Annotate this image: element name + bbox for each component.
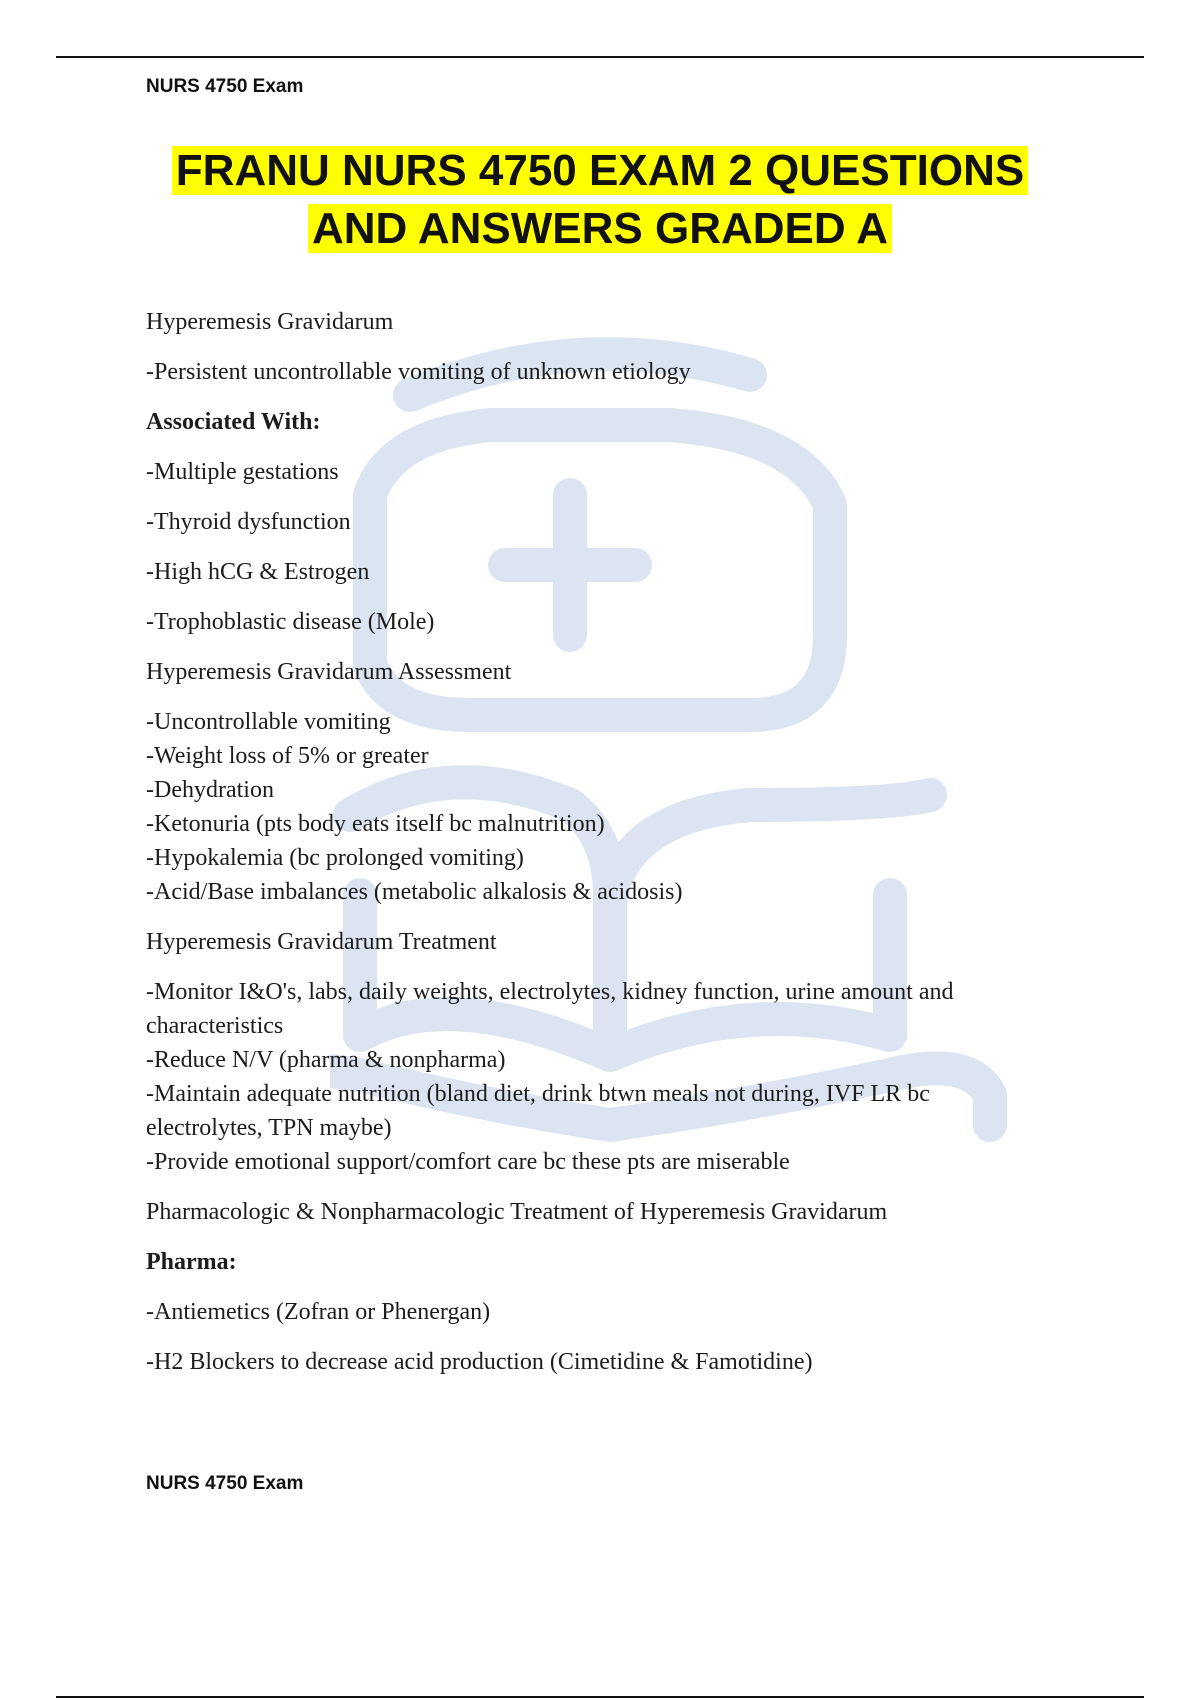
list-item: -Uncontrollable vomiting <box>146 709 391 735</box>
list-item: -High hCG & Estrogen <box>146 559 370 585</box>
list-item: -Weight loss of 5% or greater <box>146 743 429 769</box>
list-item: -Reduce N/V (pharma & nonpharma) <box>146 1047 506 1073</box>
pharm-heading: Pharmacologic & Nonpharmacologic Treatment of Hyperemesis Gravidarum <box>146 1199 888 1225</box>
definition-text: -Persistent uncontrollable vomiting of unknown etiology <box>146 359 691 385</box>
title-line-1: FRANU NURS 4750 EXAM 2 QUESTIONS <box>172 146 1028 195</box>
pharma-heading: Pharma: <box>146 1249 237 1275</box>
treatment-heading: Hyperemesis Gravidarum Treatment <box>146 929 497 955</box>
list-item: -H2 Blockers to decrease acid production (Cimetidine & Famotidine) <box>146 1349 813 1375</box>
title-line-2: AND ANSWERS GRADED A <box>308 204 892 253</box>
section-heading: Hyperemesis Gravidarum <box>146 309 394 335</box>
list-item: -Multiple gestations <box>146 459 339 485</box>
page-footer: NURS 4750 Exam <box>146 1473 304 1494</box>
list-item: -Dehydration <box>146 777 274 803</box>
top-rule <box>56 56 1144 58</box>
list-item: -Trophoblastic disease (Mole) <box>146 609 435 635</box>
list-item: -Hypokalemia (bc prolonged vomiting) <box>146 845 524 871</box>
list-item: -Thyroid dysfunction <box>146 509 351 535</box>
list-item: -Monitor I&O's, labs, daily weights, electrolytes, kidney function, urine amount and characteristics <box>146 979 954 1039</box>
document-body <box>146 305 1046 1379</box>
associated-heading: Associated With: <box>146 409 321 435</box>
list-item: -Maintain adequate nutrition (bland diet, drink btwn meals not during, IVF LR bc electrolytes, TPN maybe) <box>146 1081 930 1141</box>
bottom-rule <box>56 1696 1144 1698</box>
list-item: -Antiemetics (Zofran or Phenergan) <box>146 1299 491 1325</box>
document-title <box>60 142 1140 258</box>
page-header: NURS 4750 Exam <box>146 76 304 97</box>
list-item: -Ketonuria (pts body eats itself bc malnutrition) <box>146 811 605 837</box>
list-item: -Acid/Base imbalances (metabolic alkalosis & acidosis) <box>146 879 683 905</box>
assessment-heading: Hyperemesis Gravidarum Assessment <box>146 659 512 685</box>
list-item: -Provide emotional support/comfort care bc these pts are miserable <box>146 1149 790 1175</box>
